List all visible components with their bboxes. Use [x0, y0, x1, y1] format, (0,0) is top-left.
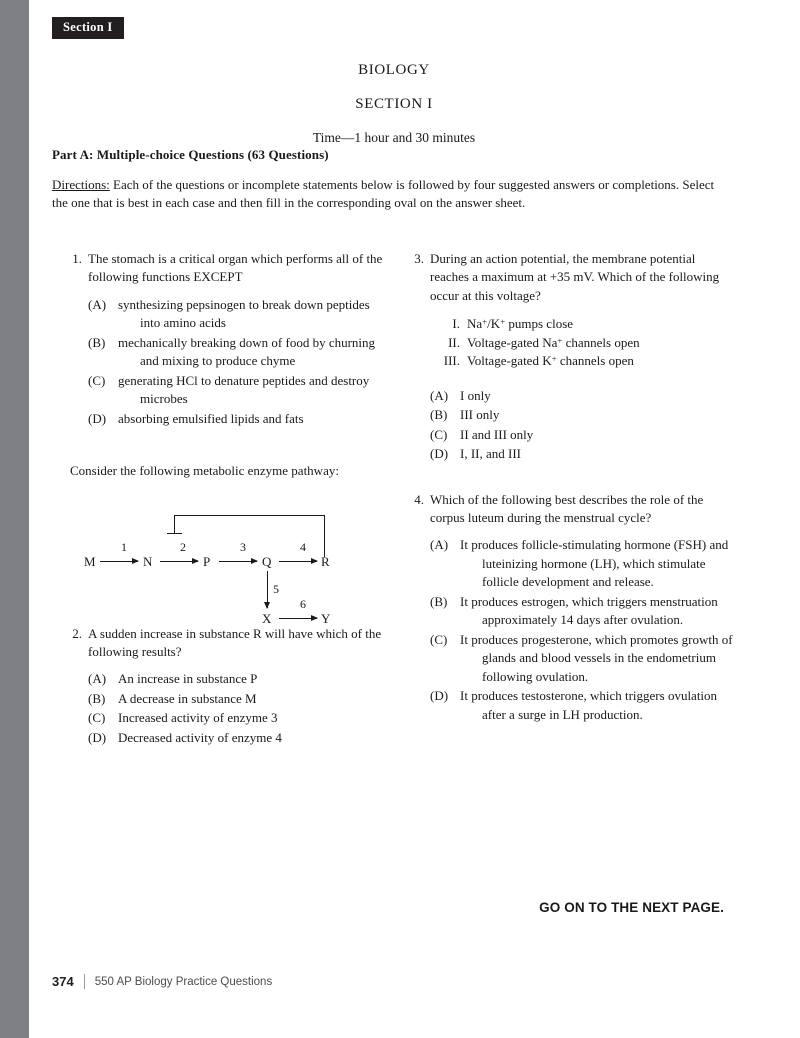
- choice-3c[interactable]: [430, 426, 734, 444]
- directions-label: Directions:: [52, 177, 110, 192]
- choice-3c-letter: (C): [430, 426, 448, 442]
- choice-1d[interactable]: [88, 410, 392, 428]
- question-2-stem-text: A sudden increase in substance R will have which of the following results?: [88, 625, 382, 659]
- choice-1c-letter: (C): [88, 372, 106, 388]
- book-title: 550 AP Biology Practice Questions: [94, 975, 273, 988]
- feedback-inhibition-bar: [167, 533, 182, 535]
- question-4-number: 4.: [414, 491, 424, 507]
- pathway-enzyme-2: 2: [180, 539, 186, 554]
- roman-item-iii: [426, 352, 734, 370]
- choice-2c-letter: (C): [88, 710, 106, 726]
- question-1-stem-text: The stomach is a critical organ which performs all of the following functions EXCEPT: [88, 251, 383, 285]
- exam-section-title: SECTION I: [355, 95, 433, 112]
- question-4: [404, 491, 734, 724]
- pathway-node-x: X: [262, 610, 272, 626]
- question-3-choices: [430, 387, 734, 464]
- question-3-number: 3.: [414, 251, 424, 266]
- choice-2a-letter: (A): [88, 671, 107, 687]
- choice-4c-letter: (C): [430, 631, 448, 647]
- roman-item-i: [426, 315, 734, 333]
- choice-2d-text: Decreased activity of enzyme 4: [118, 729, 282, 745]
- left-column: [62, 250, 392, 748]
- choice-4b-text: It produces estrogen, which triggers menstruation approximately 14 days after ovulation.: [460, 593, 718, 628]
- question-2: [62, 625, 392, 748]
- question-3-stem: [404, 250, 734, 305]
- feedback-line-left-vertical: [174, 515, 175, 533]
- question-1: [62, 250, 392, 428]
- choice-3d-text: I, II, and III: [460, 446, 521, 462]
- choice-4d-text: It produces testosterone, which triggers ovulation after a surge in LH production.: [460, 688, 718, 722]
- question-4-choices: [430, 536, 734, 724]
- choice-4d[interactable]: [430, 687, 734, 724]
- page-content: [52, 0, 736, 1038]
- choice-4c-text: It produces progesterone, which promotes growth of glands and blood vessels in the endometrium following ovulation.: [460, 631, 733, 684]
- choice-4a-letter: (A): [430, 537, 449, 553]
- choice-1a-letter: (A): [88, 296, 107, 312]
- choice-1a-text: synthesizing pepsinogen to break down peptides into amino acids: [118, 296, 370, 331]
- question-3-stem-text: During an action potential, the membrane potential reaches a maximum at +35 mV. Which of the following occur at this voltage?: [430, 251, 720, 303]
- right-column: [404, 250, 734, 725]
- question-1-choices: [88, 296, 392, 428]
- exam-time-allotment: Time—1 hour and 30 minutes: [312, 130, 476, 145]
- choice-3d-letter: (D): [430, 446, 449, 462]
- choice-3c-text: II and III only: [460, 426, 534, 442]
- feedback-line-horizontal: [174, 515, 325, 516]
- choice-4c[interactable]: [430, 631, 734, 686]
- pathway-arrow-q-x: [267, 571, 268, 608]
- pathway-intro: Consider the following metabolic enzyme pathway:: [70, 463, 339, 479]
- pathway-enzyme-5: 5: [273, 581, 279, 596]
- question-3: [404, 250, 734, 464]
- part-a-heading: Part A: Multiple-choice Questions (63 Questions): [52, 147, 329, 162]
- pathway-enzyme-3: 3: [240, 539, 246, 554]
- choice-3a-letter: (A): [430, 387, 449, 403]
- pathway-node-y: Y: [321, 610, 331, 626]
- roman-item-ii: [426, 334, 734, 352]
- choice-2a-text: An increase in substance P: [118, 671, 258, 687]
- roman-item-iii-numeral: III.: [443, 353, 460, 369]
- pathway-node-p: P: [203, 553, 211, 569]
- choice-1d-letter: (D): [88, 410, 107, 426]
- choice-2d[interactable]: [88, 729, 392, 747]
- choice-3a[interactable]: [430, 387, 734, 405]
- choice-3b[interactable]: [430, 406, 734, 424]
- pathway-node-r: R: [321, 553, 330, 569]
- question-1-number: 1.: [72, 251, 82, 266]
- exam-heading-block: [52, 62, 736, 146]
- choice-2b-text: A decrease in substance M: [118, 690, 257, 706]
- choice-4d-letter: (D): [430, 688, 449, 704]
- pathway-enzyme-1: 1: [121, 539, 127, 554]
- choice-4a-text: It produces follicle-stimulating hormone (FSH) and luteinizing hormone (LH), which stimulate follicle development and release.: [460, 537, 729, 590]
- pathway-node-n: N: [143, 553, 153, 569]
- pathway-arrow-n-p: [160, 561, 198, 562]
- section-tag: Section I: [52, 17, 124, 39]
- roman-item-iii-text: Voltage-gated K+ channels open: [467, 353, 634, 369]
- question-2-number: 2.: [72, 625, 82, 641]
- choice-3a-text: I only: [460, 387, 491, 403]
- page-edge-bar: [0, 0, 29, 1038]
- go-on-next-page-notice: GO ON TO THE NEXT PAGE.: [539, 900, 724, 915]
- roman-item-ii-text: Voltage-gated Na+ channels open: [467, 334, 640, 350]
- pathway-enzyme-6: 6: [300, 596, 306, 611]
- pathway-arrow-q-r: [279, 561, 317, 562]
- page-footer: [52, 974, 272, 989]
- choice-3d[interactable]: [430, 445, 734, 463]
- question-4-stem-text: Which of the following best describes the role of the corpus luteum during the menstrual cycle?: [430, 491, 704, 525]
- choice-1a[interactable]: [88, 296, 392, 333]
- question-2-choices: [88, 670, 392, 747]
- pathway-node-m: M: [84, 553, 96, 569]
- choice-2a[interactable]: [88, 670, 392, 688]
- directions-block: [52, 176, 724, 212]
- choice-1b[interactable]: [88, 334, 392, 371]
- choice-1b-text: mechanically breaking down of food by churning and mixing to produce chyme: [118, 334, 376, 369]
- roman-item-ii-numeral: II.: [448, 334, 460, 350]
- roman-item-i-numeral: I.: [452, 316, 460, 332]
- choice-3b-letter: (B): [430, 407, 448, 423]
- choice-2b-letter: (B): [88, 690, 106, 706]
- spacer: [62, 611, 392, 625]
- choice-1b-letter: (B): [88, 334, 106, 350]
- metabolic-pathway-diagram: [62, 493, 392, 626]
- roman-item-i-text: Na+/K+ pumps close: [467, 316, 574, 332]
- choice-4a[interactable]: [430, 536, 734, 591]
- question-3-roman-list: [426, 315, 734, 370]
- choice-4b-letter: (B): [430, 593, 448, 609]
- choice-1d-text: absorbing emulsified lipids and fats: [118, 410, 304, 426]
- page-number: 374: [52, 974, 74, 989]
- choice-3b-text: III only: [460, 407, 500, 423]
- question-2-stem: [62, 625, 392, 662]
- pathway-node-q: Q: [262, 553, 272, 569]
- directions-text: Each of the questions or incomplete statements below is followed by four suggested answers or completions. Select the one that is best in each case and then fill in the corresponding oval on the answer sheet.: [52, 177, 715, 210]
- spacer: [62, 429, 392, 462]
- feedback-line-right-vertical: [324, 515, 325, 557]
- choice-2c-text: Increased activity of enzyme 3: [118, 710, 278, 726]
- exam-title: BIOLOGY: [358, 62, 430, 78]
- choice-4b[interactable]: [430, 593, 734, 630]
- choice-2c[interactable]: [88, 709, 392, 727]
- question-4-stem: [404, 491, 734, 528]
- pathway-arrow-p-q: [219, 561, 257, 562]
- pathway-enzyme-4: 4: [300, 539, 306, 554]
- choice-1c-text: generating HCl to denature peptides and destroy microbes: [118, 372, 370, 407]
- pathway-arrow-x-y: [279, 618, 317, 619]
- choice-2b[interactable]: [88, 690, 392, 708]
- pathway-arrow-m-n: [100, 561, 138, 562]
- question-1-stem: [62, 250, 392, 287]
- footer-divider: [84, 974, 85, 989]
- choice-1c[interactable]: [88, 372, 392, 409]
- spacer: [404, 465, 734, 491]
- choice-2d-letter: (D): [88, 729, 107, 745]
